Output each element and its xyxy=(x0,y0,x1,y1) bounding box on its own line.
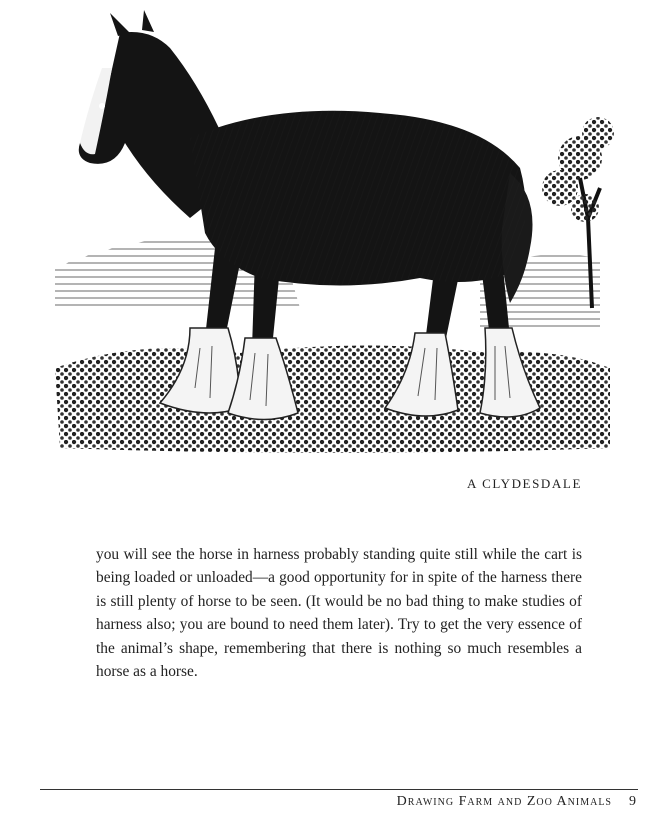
footer-rule xyxy=(40,789,638,790)
clydesdale-engraving-icon xyxy=(40,8,615,468)
clydesdale-illustration xyxy=(40,8,615,468)
body-text xyxy=(96,543,582,683)
page-number: 9 xyxy=(629,794,636,809)
running-head: Drawing Farm and Zoo Animals xyxy=(396,794,612,809)
figure-caption: A CLYDESDALE xyxy=(466,476,582,491)
body-paragraph: you will see the horse in harness probably standing quite still while the cart is being loaded or unloaded—a good opportunity for in spite of the harness there is still plenty of horse to be seen. (It would be no bad thing to make studies of harness also; you are bound to need them later). Try to get the very essence of the animal’s shape, remembering that there is nothing so much resembles a horse as a horse. xyxy=(96,546,582,681)
